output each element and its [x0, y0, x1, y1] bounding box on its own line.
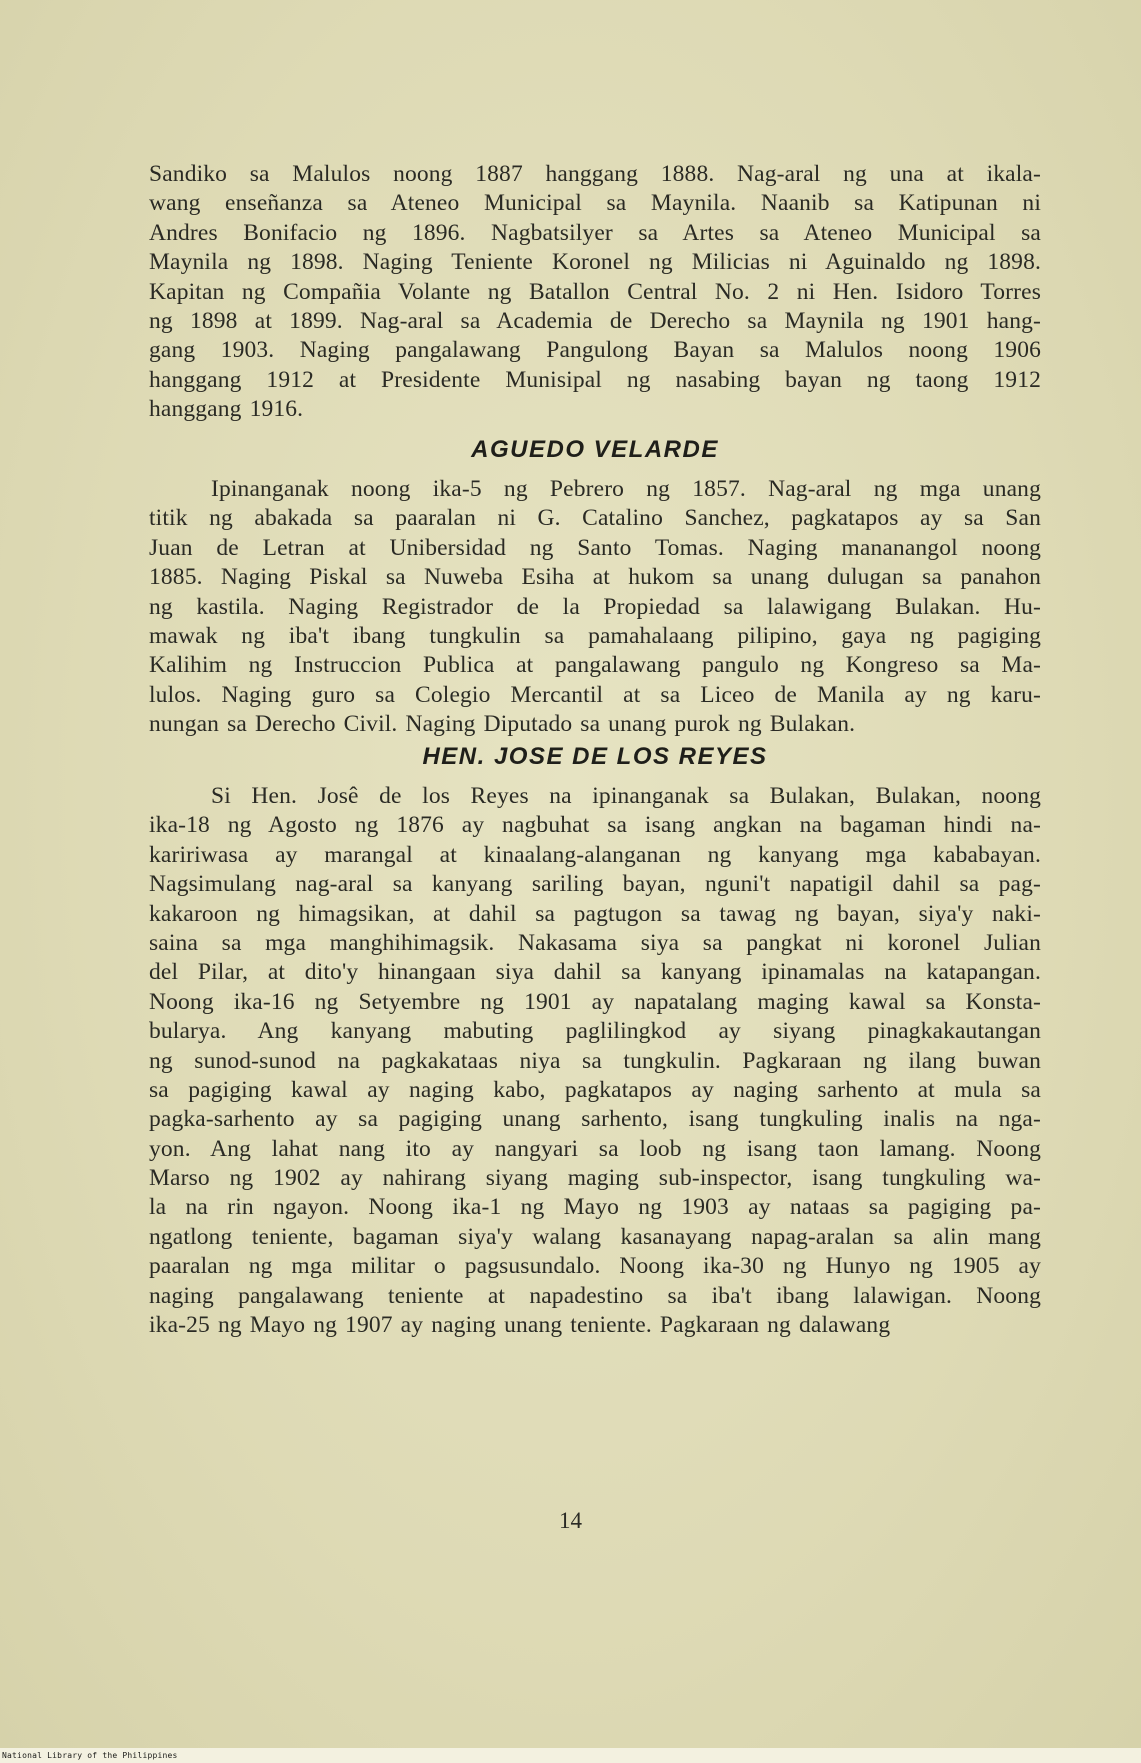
reyes-text-line: ngatlong teniente, bagaman siya'y walang kasanayang napag-aralan sa alin mang — [149, 1223, 1041, 1250]
reyes-text-line: ika-18 ng Agosto ng 1876 ay nagbuhat sa isang angkan na bagaman hindi na- — [149, 812, 1041, 839]
reyes-text-line: saina sa mga manghihimagsik. Nakasama siya sa pangkat ni koronel Julian — [149, 929, 1041, 956]
velarde-text-line: Juan de Letran at Unibersidad ng Santo Tomas. Naging mananangol noong — [149, 534, 1041, 561]
intro-text-line: Sandiko sa Malulos noong 1887 hanggang 1888. Nag-aral ng una at ikala- — [149, 161, 1041, 187]
intro-text-line: ng 1898 at 1899. Nag-aral sa Academia de Derecho sa Maynila ng 1901 hang- — [149, 307, 1041, 334]
velarde-text-line: Ipinanganak noong ika-5 ng Pebrero ng 1857. Nag-aral ng mga unang — [211, 476, 1041, 502]
reyes-text-line: bularya. Ang kanyang mabuting paglilingkod ay siyang pinagkakautangan — [149, 1018, 1041, 1045]
velarde-text-line: mawak ng iba't ibang tungkulin sa pamahalaang pilipino, gaya ng pagiging — [149, 622, 1041, 649]
intro-text-line: hanggang 1912 at Presidente Munisipal ng nasabing bayan ng taong 1912 — [149, 366, 1041, 393]
reyes-text-line: Si Hen. Josê de los Reyes na ipinanganak sa Bulakan, Bulakan, noong — [211, 783, 1041, 809]
section-heading-aguedo-velarde: AGUEDO VELARDE — [471, 436, 719, 463]
velarde-section — [149, 425, 1041, 740]
velarde-text-line: lulos. Naging guro sa Colegio Mercantil at sa Liceo de Manila ay ng karu- — [149, 681, 1041, 708]
reyes-text-line: naging pangalawang teniente at napadestino sa iba't ibang lalawigan. Noong — [149, 1282, 1041, 1309]
reyes-text-line: kaririwasa ay marangal at kinaalang-alanganan ng kanyang mga kababayan. — [149, 841, 1041, 868]
velarde-text-line: titik ng abakada sa paaralan ni G. Catalino Sanchez, pagkatapos ay sa San — [149, 505, 1041, 532]
velarde-paragraph — [149, 475, 1041, 740]
intro-paragraph — [149, 160, 1041, 425]
reyes-section — [149, 732, 1041, 1340]
reyes-text-line: del Pilar, at dito'y hinangaan siya dahil sa kanyang ipinamalas na katapangan. — [149, 959, 1041, 986]
page-number: 14 — [559, 1508, 582, 1533]
velarde-text-line: nungan sa Derecho Civil. Naging Diputado sa unang purok ng Bulakan. — [149, 711, 856, 738]
reyes-text-line: paaralan ng mga militar o pagsusundalo. Noong ika-30 ng Hunyo ng 1905 ay — [149, 1253, 1041, 1280]
reyes-text-line: ika-25 ng Mayo ng 1907 ay naging unang teniente. Pagkaraan ng dalawang — [149, 1312, 891, 1339]
reyes-text-line: pagka-sarhento ay sa pagiging unang sarhento, isang tungkuling inalis na nga- — [149, 1106, 1041, 1133]
intro-text-line: Maynila ng 1898. Naging Teniente Koronel ng Milicias ni Aguinaldo ng 1898. — [149, 249, 1041, 276]
reyes-text-line: Nagsimulang nag-aral sa kanyang sariling bayan, nguni't napatigil dahil sa pag- — [149, 871, 1041, 898]
section-heading-jose-de-los-reyes: HEN. JOSE DE LOS REYES — [422, 743, 768, 770]
intro-text-line: hanggang 1916. — [149, 396, 304, 423]
reyes-text-line: Noong ika-16 ng Setyembre ng 1901 ay napatalang maging kawal sa Konsta- — [149, 988, 1041, 1015]
reyes-paragraph — [149, 782, 1041, 1340]
intro-text-line: gang 1903. Naging pangalawang Pangulong Bayan sa Malulos noong 1906 — [149, 337, 1041, 364]
reyes-text-line: la na rin ngayon. Noong ika-1 ng Mayo ng 1903 ay nataas sa pagiging pa- — [149, 1194, 1041, 1221]
intro-text-line: Kapitan ng Compañia Volante ng Batallon Central No. 2 ni Hen. Isidoro Torres — [149, 278, 1041, 305]
intro-text-line: Andres Bonifacio ng 1896. Nagbatsilyer sa Artes sa Ateneo Municipal sa — [149, 219, 1041, 246]
reyes-text-line: Marso ng 1902 ay nahirang siyang maging sub-inspector, isang tungkuling wa- — [149, 1165, 1041, 1192]
velarde-text-line: 1885. Naging Piskal sa Nuweba Esiha at hukom sa unang dulugan sa panahon — [149, 564, 1041, 591]
reyes-text-line: kakaroon ng himagsikan, at dahil sa pagtugon sa tawag ng bayan, siya'y naki- — [149, 900, 1041, 927]
reyes-text-line: sa pagiging kawal ay naging kabo, pagkatapos ay naging sarhento at mula sa — [149, 1076, 1041, 1103]
velarde-text-line: ng kastila. Naging Registrador de la Propiedad sa lalawigang Bulakan. Hu- — [149, 593, 1041, 620]
velarde-text-line: Kalihim ng Instruccion Publica at pangalawang pangulo ng Kongreso sa Ma- — [149, 652, 1041, 679]
intro-text-line: wang enseñanza sa Ateneo Municipal sa Maynila. Naanib sa Katipunan ni — [149, 190, 1041, 217]
footer-credit: National Library of the Philippines — [2, 1751, 178, 1760]
reyes-text-line: ng sunod-sunod na pagkakataas niya sa tungkulin. Pagkaraan ng ilang buwan — [149, 1047, 1041, 1074]
reyes-text-line: yon. Ang lahat nang ito ay nangyari sa loob ng isang taon lamang. Noong — [149, 1135, 1041, 1162]
